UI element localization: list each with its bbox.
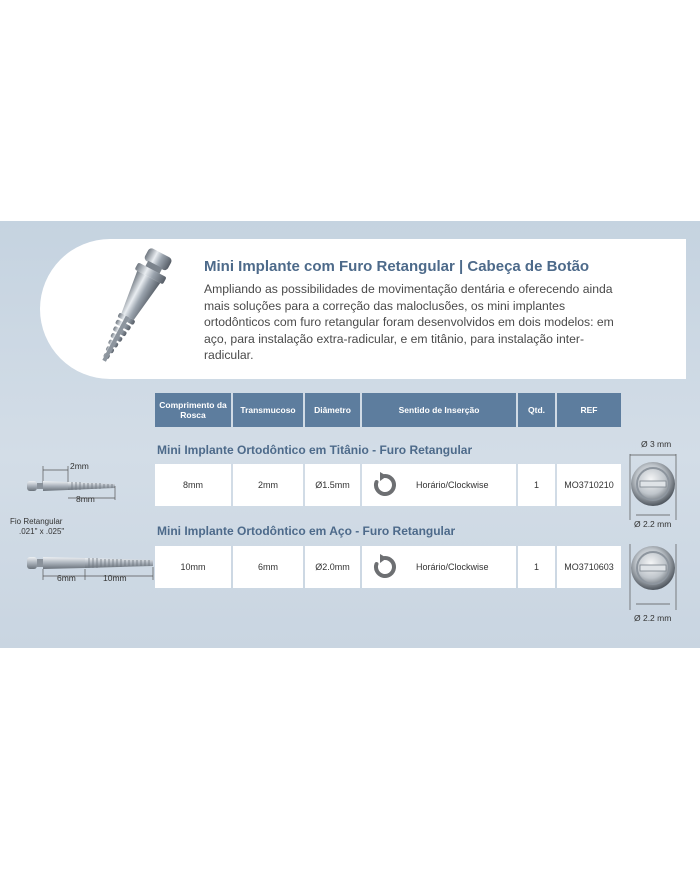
wire-dimension-label: .021" x .025"	[19, 527, 65, 536]
product-description: Ampliando as possibilidades de movimentação dentária e oferecendo ainda mais soluções para a correção das maloclusões, os mini implantes ortodônticos com furo retangular foram desenvolvidos em dois modelos: em aço, para instalação extra-radicular, e em titânio, para instalação inter-radicular.	[204, 282, 614, 362]
sentido-label: Horário/Clockwise	[416, 480, 489, 490]
section-title-titanio: Mini Implante Ortodôntico em Titânio - Furo Retangular	[157, 443, 473, 457]
col-header-diametro: Diâmetro	[305, 393, 360, 427]
clockwise-rotation-icon	[372, 472, 398, 498]
steel-transmucoso-dim: 6mm	[57, 573, 76, 583]
titanium-head-image	[628, 452, 678, 522]
titanium-rosca-dim: 8mm	[76, 494, 95, 504]
cell-qtd: 1	[518, 464, 555, 506]
steel-rosca-dim: 10mm	[103, 573, 127, 583]
col-header-sentido: Sentido de Inserção	[362, 393, 516, 427]
head-diameter-mid: Ø 2.2 mm	[634, 519, 672, 529]
section-title-aco: Mini Implante Ortodôntico em Aço - Furo Retangular	[157, 524, 456, 538]
product-title: Mini Implante com Furo Retangular | Cabeça de Botão	[204, 258, 590, 275]
cell-ref: MO3710210	[557, 464, 621, 506]
cell-diametro: Ø2.0mm	[305, 546, 360, 588]
cell-comprimento: 10mm	[155, 546, 231, 588]
steel-head-image	[628, 538, 678, 610]
titanium-transmucoso-dim: 2mm	[70, 461, 89, 471]
cell-qtd: 1	[518, 546, 555, 588]
col-header-comprimento: Comprimento da Rosca	[155, 393, 231, 427]
head-diameter-top: Ø 3 mm	[641, 439, 672, 449]
head-diameter-bottom: Ø 2.2 mm	[634, 613, 672, 623]
cell-ref: MO3710603	[557, 546, 621, 588]
col-header-qtd: Qtd.	[518, 393, 555, 427]
cell-sentido	[362, 546, 516, 588]
col-header-transmucoso: Transmucoso	[233, 393, 303, 427]
cell-sentido	[362, 464, 516, 506]
wire-label: Fio Retangular	[10, 517, 63, 526]
cell-transmucoso: 2mm	[233, 464, 303, 506]
sentido-label: Horário/Clockwise	[416, 562, 489, 572]
mini-implant-image	[60, 245, 200, 375]
steel-implant-drawing	[25, 550, 160, 590]
cell-comprimento: 8mm	[155, 464, 231, 506]
cell-transmucoso: 6mm	[233, 546, 303, 588]
col-header-ref: REF	[557, 393, 621, 427]
clockwise-rotation-icon	[372, 554, 398, 580]
cell-diametro: Ø1.5mm	[305, 464, 360, 506]
